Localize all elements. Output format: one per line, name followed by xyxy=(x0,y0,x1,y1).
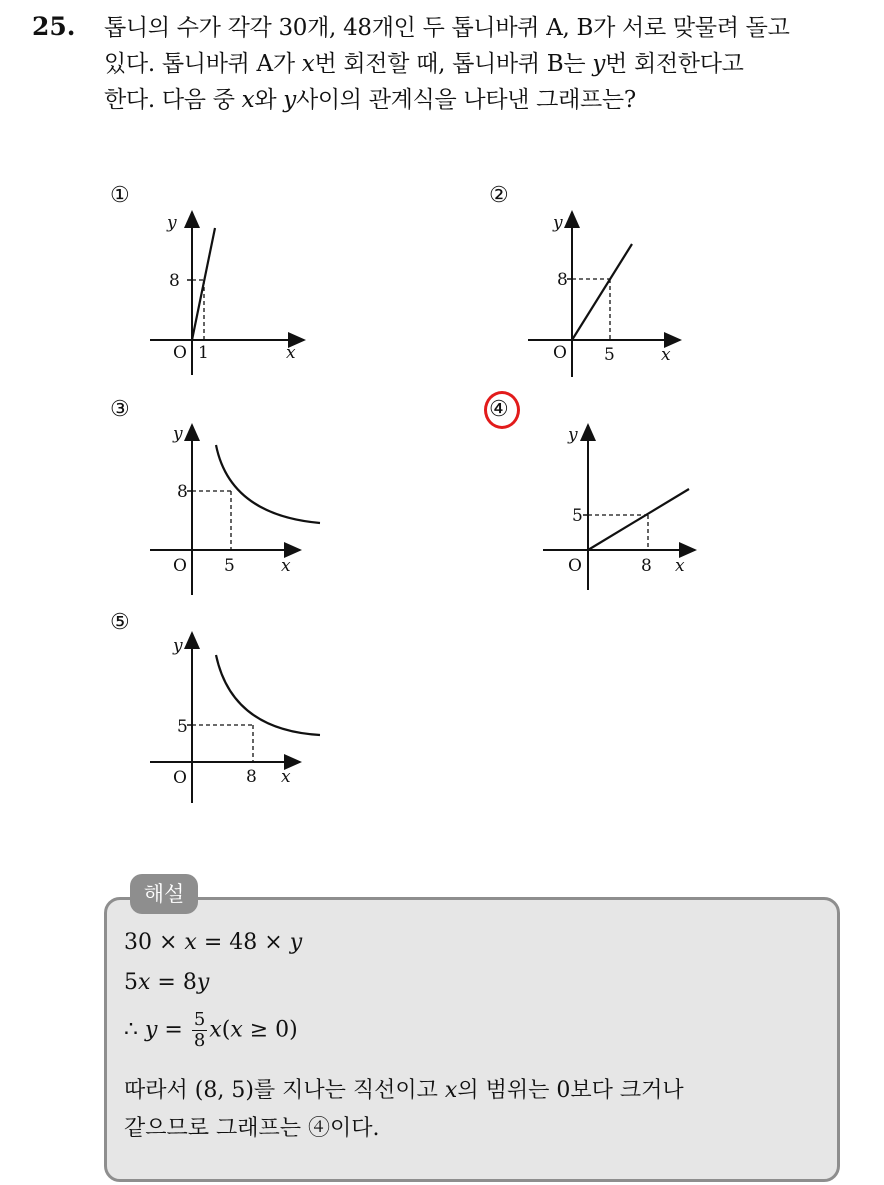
option-2-graph xyxy=(520,200,710,385)
option-2-label[interactable]: ② xyxy=(489,183,509,208)
text-fragment: 5 xyxy=(124,970,138,995)
x-tick-label: 1 xyxy=(198,343,209,363)
question-line-2 xyxy=(104,46,874,82)
y-axis-label: y xyxy=(173,636,183,656)
solution-equation-2 xyxy=(124,970,209,995)
y-axis-label: y xyxy=(553,213,563,233)
var-y: y xyxy=(592,51,606,77)
var-x: x xyxy=(184,930,197,955)
y-axis-label: y xyxy=(173,424,183,444)
var-x: x xyxy=(138,970,151,995)
solution-text-line-1 xyxy=(124,1072,824,1110)
solution-tag: 해설 xyxy=(130,874,198,914)
text-fragment: = 8 xyxy=(150,970,197,995)
text-fragment: ≥ 0) xyxy=(242,1017,298,1043)
var-x: x xyxy=(230,1017,243,1043)
y-tick-label: 8 xyxy=(557,270,568,290)
var-y: y xyxy=(283,87,296,113)
text-fragment: 30 × xyxy=(124,930,185,955)
solution-text-line-2: 같으므로 그래프는 ④이다. xyxy=(124,1116,380,1141)
var-y: y xyxy=(289,930,303,955)
option-5-graph xyxy=(140,625,330,805)
y-axis-label: y xyxy=(167,213,177,233)
question-text xyxy=(104,10,874,118)
text-fragment: 한다. 다음 중 xyxy=(104,87,242,113)
text-fragment: 있다. 톱니바퀴 A가 xyxy=(104,51,302,77)
x-axis-label: x xyxy=(286,343,296,363)
option-4-label[interactable]: ④ xyxy=(489,397,509,422)
question-number: 25. xyxy=(32,12,76,41)
origin-label: O xyxy=(173,556,187,576)
var-x: x xyxy=(301,51,315,77)
fraction-denominator: 8 xyxy=(193,1030,206,1051)
option-4-graph xyxy=(535,415,725,600)
solution-equation-3 xyxy=(124,1010,298,1051)
text-fragment: = 48 × xyxy=(196,930,290,955)
option-1-label[interactable]: ① xyxy=(110,183,130,208)
var-x: x xyxy=(444,1078,458,1103)
graph-curve xyxy=(216,445,320,523)
x-tick-label: 5 xyxy=(224,556,235,576)
var-y: y xyxy=(145,1017,158,1043)
var-x: x xyxy=(241,87,255,113)
var-x: x xyxy=(209,1017,222,1043)
fraction xyxy=(192,1010,207,1051)
fraction-numerator: 5 xyxy=(193,1009,206,1030)
y-tick-label: 8 xyxy=(169,271,180,291)
y-tick-label: 5 xyxy=(177,717,188,737)
text-fragment: 사이의 관계식을 나타낸 그래프는? xyxy=(295,87,636,113)
text-fragment: 따라서 (8, 5)를 지나는 직선이고 xyxy=(124,1078,445,1103)
y-tick-label: 8 xyxy=(177,482,188,502)
text-fragment: 의 범위는 0보다 크거나 xyxy=(457,1078,684,1103)
y-axis-label: y xyxy=(568,425,578,445)
text-fragment: 번 회전한다고 xyxy=(605,51,744,77)
question-line-3 xyxy=(104,82,874,118)
x-axis-label: x xyxy=(675,556,685,576)
option-3-graph xyxy=(140,415,330,600)
x-tick-label: 5 xyxy=(604,345,615,365)
origin-label: O xyxy=(568,556,582,576)
origin-label: O xyxy=(173,343,187,363)
x-axis-label: x xyxy=(281,556,291,576)
x-axis-label: x xyxy=(661,345,671,365)
text-fragment: 번 회전할 때, 톱니바퀴 B는 xyxy=(314,51,593,77)
option-3-label[interactable]: ③ xyxy=(110,397,130,422)
graph-line xyxy=(588,489,689,550)
graph-curve xyxy=(216,655,320,735)
origin-label: O xyxy=(173,768,187,788)
x-axis-label: x xyxy=(281,767,291,787)
text-fragment: 와 xyxy=(254,87,284,113)
text-fragment: = xyxy=(157,1017,190,1043)
graph-line xyxy=(572,244,632,340)
question-line-1: 톱니의 수가 각각 30개, 48개인 두 톱니바퀴 A, B가 서로 맞물려 돌고 xyxy=(104,15,790,41)
text-fragment: ( xyxy=(221,1017,231,1043)
option-1-graph xyxy=(140,200,330,385)
text-fragment: ∴ xyxy=(124,1017,145,1043)
x-tick-label: 8 xyxy=(246,767,257,787)
x-tick-label: 8 xyxy=(641,556,652,576)
option-5-label[interactable]: ⑤ xyxy=(110,610,130,635)
origin-label: O xyxy=(553,343,567,363)
solution-explanation xyxy=(124,1072,824,1148)
var-y: y xyxy=(196,970,210,995)
y-tick-label: 5 xyxy=(572,506,583,526)
solution-equation-1 xyxy=(124,930,302,955)
